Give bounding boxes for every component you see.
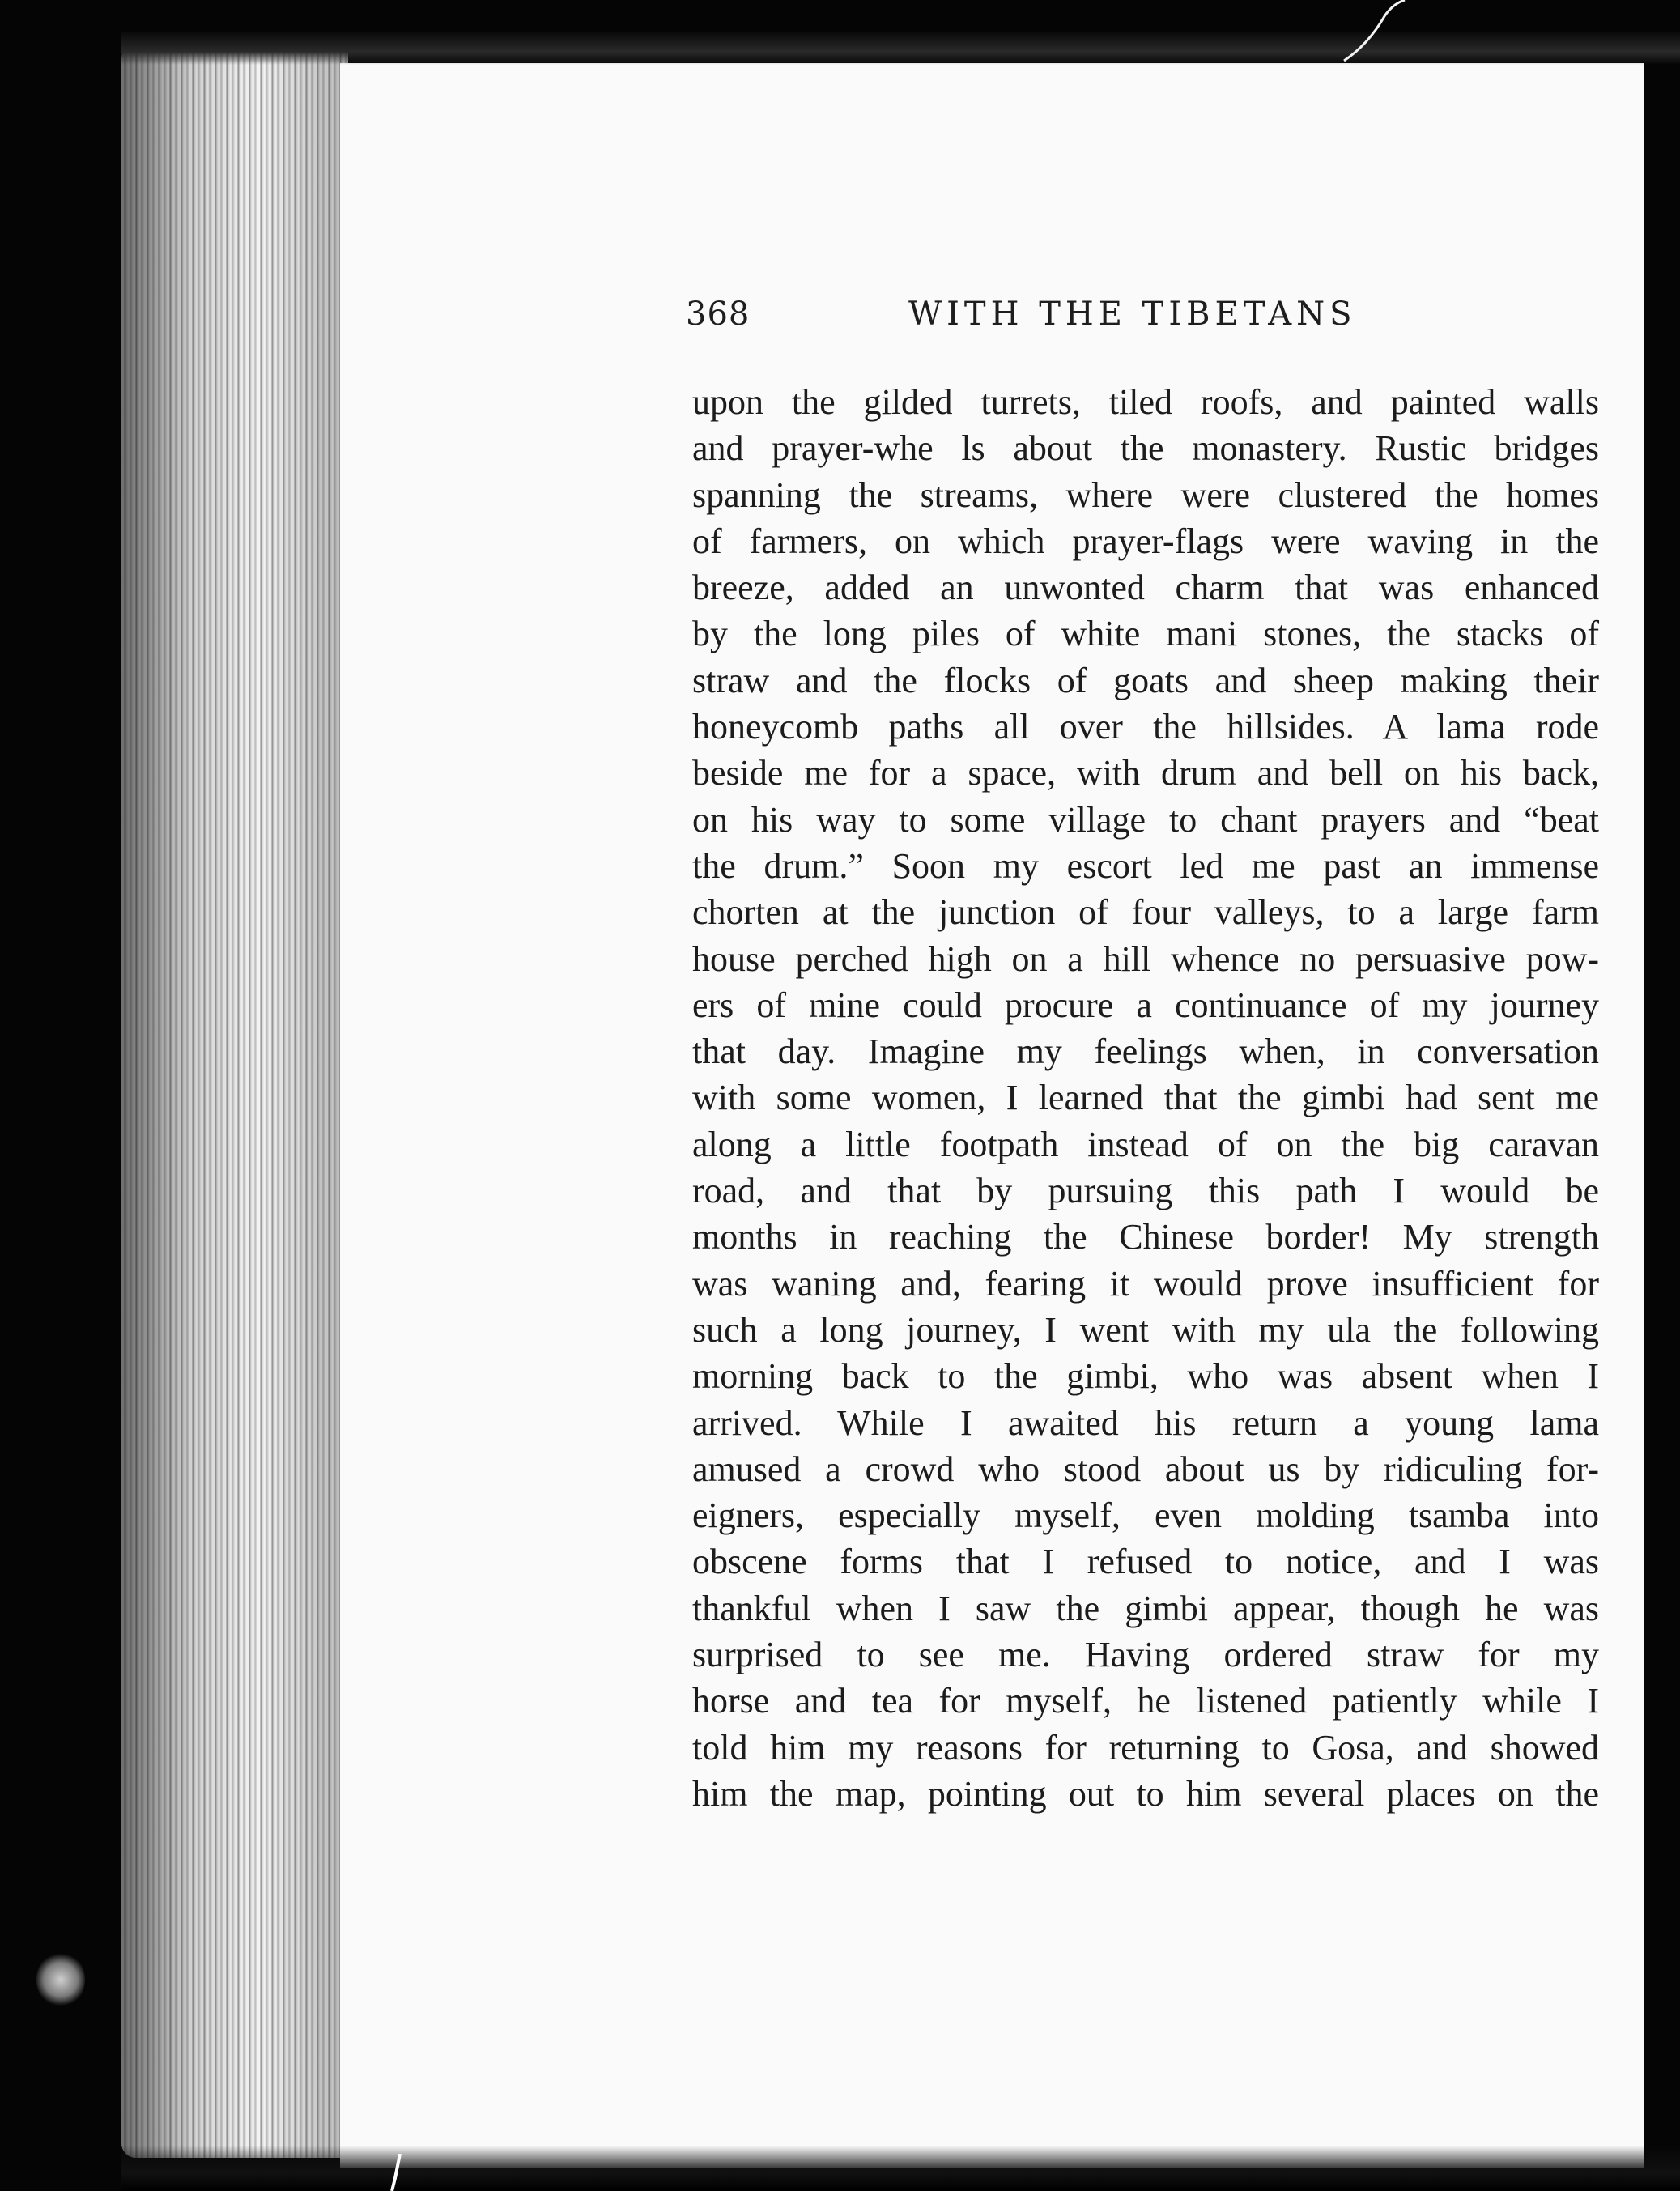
text-line: told him my reasons for returning to Gosa, and showed (692, 1727, 1599, 1768)
text-line: amused a crowd who stood about us by ridiculing for- (692, 1449, 1599, 1489)
page-number: 368 (686, 296, 751, 333)
text-line: eigners, especially myself, even molding tsamba into (692, 1495, 1599, 1536)
top-shadow (121, 32, 1680, 65)
text-line: with some women, I learned that the gimbi had sent me (692, 1078, 1599, 1118)
running-title: WITH THE TIBETANS (908, 296, 1357, 333)
text-line: of farmers, on which prayer-flags were waving in the (692, 521, 1599, 561)
text-line: and prayer-whe ls about the monastery. Rustic bridges (692, 428, 1599, 469)
bottom-shadow (121, 2146, 1680, 2191)
text-line: was waning and, fearing it would prove insufficient for (692, 1263, 1599, 1304)
text-line: him the map, pointing out to him several places on the (692, 1773, 1599, 1814)
text-line: ers of mine could procure a continuance of my journey (692, 985, 1599, 1025)
text-line: road, and that by pursuing this path I would be (692, 1171, 1599, 1211)
text-line: on his way to some village to chant prayers and “beat (692, 799, 1599, 840)
text-line: house perched high on a hill whence no persuasive pow- (692, 938, 1599, 979)
text-line: such a long journey, I went with my ula the following (692, 1309, 1599, 1350)
pen-stroke-mark (1336, 0, 1409, 65)
text-line: honeycomb paths all over the hillsides. A lama rode (692, 707, 1599, 747)
text-line: morning back to the gimbi, who was absent when I (692, 1356, 1599, 1397)
text-line: obscene forms that I refused to notice, and I was (692, 1542, 1599, 1582)
text-line: breeze, added an unwonted charm that was enhanced (692, 568, 1599, 608)
text-line: that day. Imagine my feelings when, in conversation (692, 1032, 1599, 1072)
text-line: arrived. While I awaited his return a young lama (692, 1402, 1599, 1443)
running-header (686, 296, 1601, 344)
text-line: months in reaching the Chinese border! My strength (692, 1217, 1599, 1257)
text-line: upon the gilded turrets, tiled roofs, and painted walls (692, 382, 1599, 422)
text-line: by the long piles of white mani stones, the stacks of (692, 614, 1599, 654)
text-line: spanning the streams, where were clustered the homes (692, 474, 1599, 515)
text-line: the drum.” Soon my escort led me past an immense (692, 845, 1599, 886)
text-line: beside me for a space, with drum and bell on his back, (692, 753, 1599, 793)
text-line: along a little footpath instead of on the big caravan (692, 1124, 1599, 1164)
text-line: straw and the flocks of goats and sheep making their (692, 660, 1599, 700)
body-text (692, 379, 1599, 1817)
text-line: horse and tea for myself, he listened patiently while I (692, 1681, 1599, 1721)
scratch-mark (389, 2154, 405, 2191)
text-line: chorten at the junction of four valleys, to a large farm (692, 892, 1599, 933)
text-line: thankful when I saw the gimbi appear, though he was (692, 1588, 1599, 1628)
smudge-mark (36, 1951, 85, 2008)
text-line: surprised to see me. Having ordered straw for my (692, 1635, 1599, 1675)
page-edges-shadow (121, 45, 348, 2158)
